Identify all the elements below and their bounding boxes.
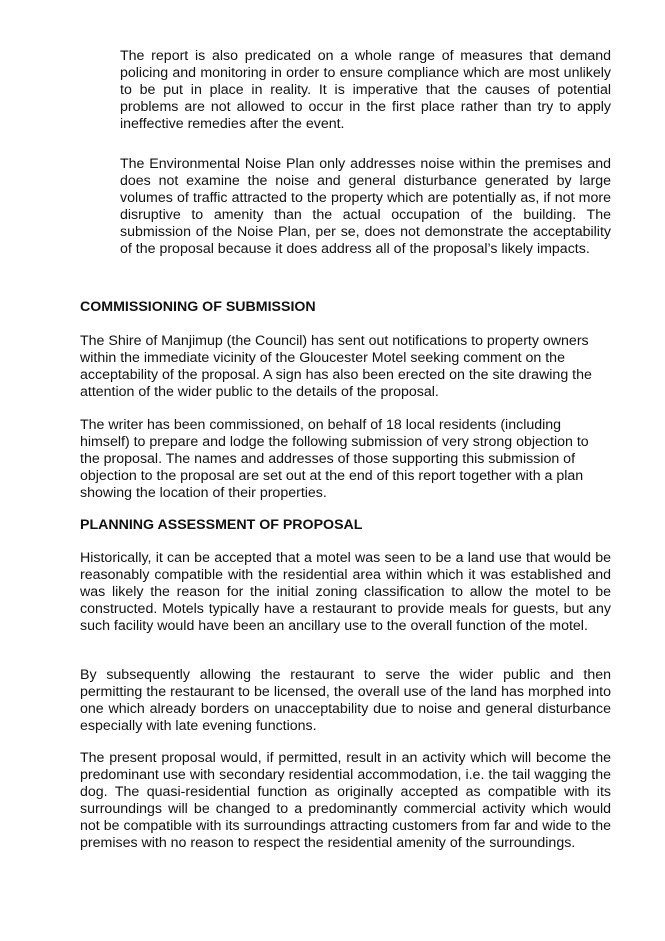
paragraph-report-predicated: The report is also predicated on a whole range of measures that demand policing and monitoring in order to ensure compliance which are most unlikely to be put in place in reality. It is imperative that the causes of potential problems are not allowed to occur in the first place rather than try to apply ineffective remedies after the event. bbox=[120, 48, 611, 132]
paragraph-environmental-noise-plan: The Environmental Noise Plan only addresses noise within the premises and does not examine the noise and general disturbance generated by large volumes of traffic attracted to the property which are potentially as, if not more disruptive to amenity than the actual occupation of the building. The submission of the Noise Plan, per se, does not demonstrate the acceptability of the proposal because it does address all of the proposal’s likely impacts. bbox=[120, 156, 611, 257]
paragraph-historically: Historically, it can be accepted that a motel was seen to be a land use that would be reasonably compatible with the residential area within which it was established and was likely the reason for the initial zoning classification to allow the motel to be constructed. Motels typically have a restaurant to provide meals for guests, but any such facility would have been an ancillary use to the overall function of the motel. bbox=[80, 550, 611, 634]
paragraph-subsequently-allowing: By subsequently allowing the restaurant to serve the wider public and then permitting the restaurant to be licensed, the overall use of the land has morphed into one which already borders on unacceptability due to noise and general disturbance especially with late evening functions. bbox=[80, 667, 611, 734]
heading-planning-assessment: PLANNING ASSESSMENT OF PROPOSAL bbox=[80, 517, 363, 533]
heading-commissioning-of-submission: COMMISSIONING OF SUBMISSION bbox=[80, 299, 316, 315]
paragraph-writer-commissioned: The writer has been commissioned, on behalf of 18 local residents (including himself) to prepare and lodge the following submission of very strong objection to the proposal. The names and addresses of those supporting this submission of objection to the proposal are set out at the end of this report together with a plan showing the location of their properties. bbox=[80, 417, 589, 501]
paragraph-shire-notifications: The Shire of Manjimup (the Council) has sent out notifications to property owners within the immediate vicinity of the Gloucester Motel seeking comment on the acceptability of the proposal. A sign has also been erected on the site drawing the attention of the wider public to the details of the proposal. bbox=[80, 333, 592, 400]
paragraph-present-proposal: The present proposal would, if permitted, result in an activity which will become the predominant use with secondary residential accommodation, i.e. the tail wagging the dog. The quasi-residential function as originally accepted as compatible with its surroundings will be changed to a predominantly commercial activity which would not be compatible with its surroundings attracting customers from far and wide to the premises with no reason to respect the residential amenity of the surroundings. bbox=[80, 750, 611, 851]
